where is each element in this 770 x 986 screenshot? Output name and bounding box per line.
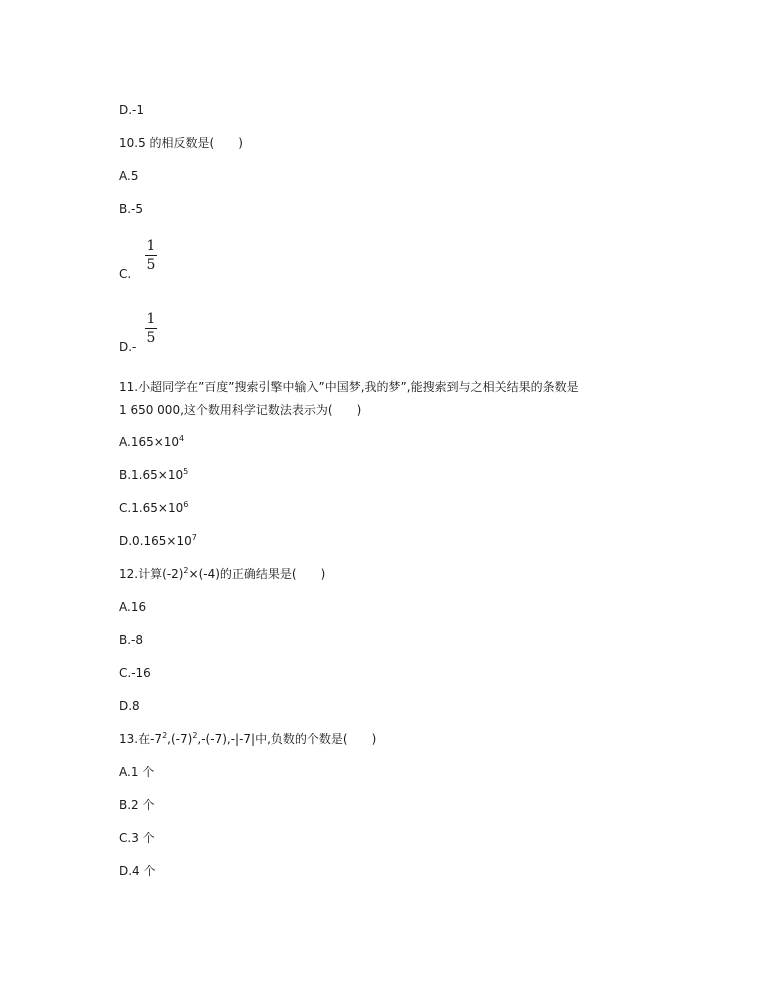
q10-stem: 10.5 的相反数是( ) bbox=[119, 136, 243, 150]
q11-stem-line2: 1 650 000,这个数用科学记数法表示为( ) bbox=[119, 403, 362, 417]
q13-option-b: B.2 个 bbox=[119, 798, 155, 812]
stem-text: 12.计算(-2) bbox=[119, 567, 184, 581]
option-text: D.0.165×10 bbox=[119, 534, 192, 548]
option-text: B.1.65×10 bbox=[119, 468, 184, 482]
exponent: 5 bbox=[183, 467, 189, 476]
q10-option-b: B.-5 bbox=[119, 202, 144, 216]
exponent: 2 bbox=[162, 731, 168, 740]
q10-option-d-label: D.- bbox=[119, 340, 137, 354]
stem-text: ×(-4)的正确结果是( ) bbox=[188, 567, 326, 581]
fraction-numerator: 1 bbox=[146, 311, 156, 327]
q12-option-d: D.8 bbox=[119, 699, 140, 713]
exponent: 4 bbox=[179, 434, 185, 443]
q11-option-c bbox=[119, 500, 188, 516]
exponent: 7 bbox=[191, 533, 197, 542]
fraction-denominator: 5 bbox=[146, 257, 156, 273]
stem-text: 13.在-7 bbox=[119, 732, 163, 746]
stem-text: ,(-7) bbox=[167, 732, 193, 746]
q13-option-c: C.3 个 bbox=[119, 831, 155, 845]
fraction-denominator: 5 bbox=[146, 330, 156, 346]
q10-option-a: A.5 bbox=[119, 169, 139, 183]
q12-option-b: B.-8 bbox=[119, 633, 144, 647]
q10-option-c-fraction bbox=[145, 238, 157, 273]
q12-stem bbox=[119, 566, 325, 582]
q11-option-d bbox=[119, 533, 197, 549]
exponent: 2 bbox=[192, 731, 198, 740]
q13-option-d: D.4 个 bbox=[119, 864, 156, 878]
option-text: A.165×10 bbox=[119, 435, 180, 449]
fraction-numerator: 1 bbox=[146, 238, 156, 254]
q9-option-d: D.-1 bbox=[119, 103, 145, 117]
q11-option-b bbox=[119, 467, 188, 483]
q11-option-a bbox=[119, 434, 184, 450]
q13-option-a: A.1 个 bbox=[119, 765, 155, 779]
q11-stem-line1: 11.小超同学在”百度”搜索引擎中输入”中国梦,我的梦”,能搜索到与之相关结果的条数是 bbox=[119, 380, 579, 394]
exponent: 2 bbox=[183, 566, 189, 575]
q10-option-d-fraction bbox=[145, 311, 157, 346]
q13-stem bbox=[119, 731, 376, 747]
stem-text: ,-(-7),-|-7|中,负数的个数是( ) bbox=[197, 732, 377, 746]
q12-option-a: A.16 bbox=[119, 600, 147, 614]
q12-option-c: C.-16 bbox=[119, 666, 151, 680]
option-text: C.1.65×10 bbox=[119, 501, 184, 515]
q10-option-c-label: C. bbox=[119, 267, 132, 281]
exponent: 6 bbox=[183, 500, 189, 509]
